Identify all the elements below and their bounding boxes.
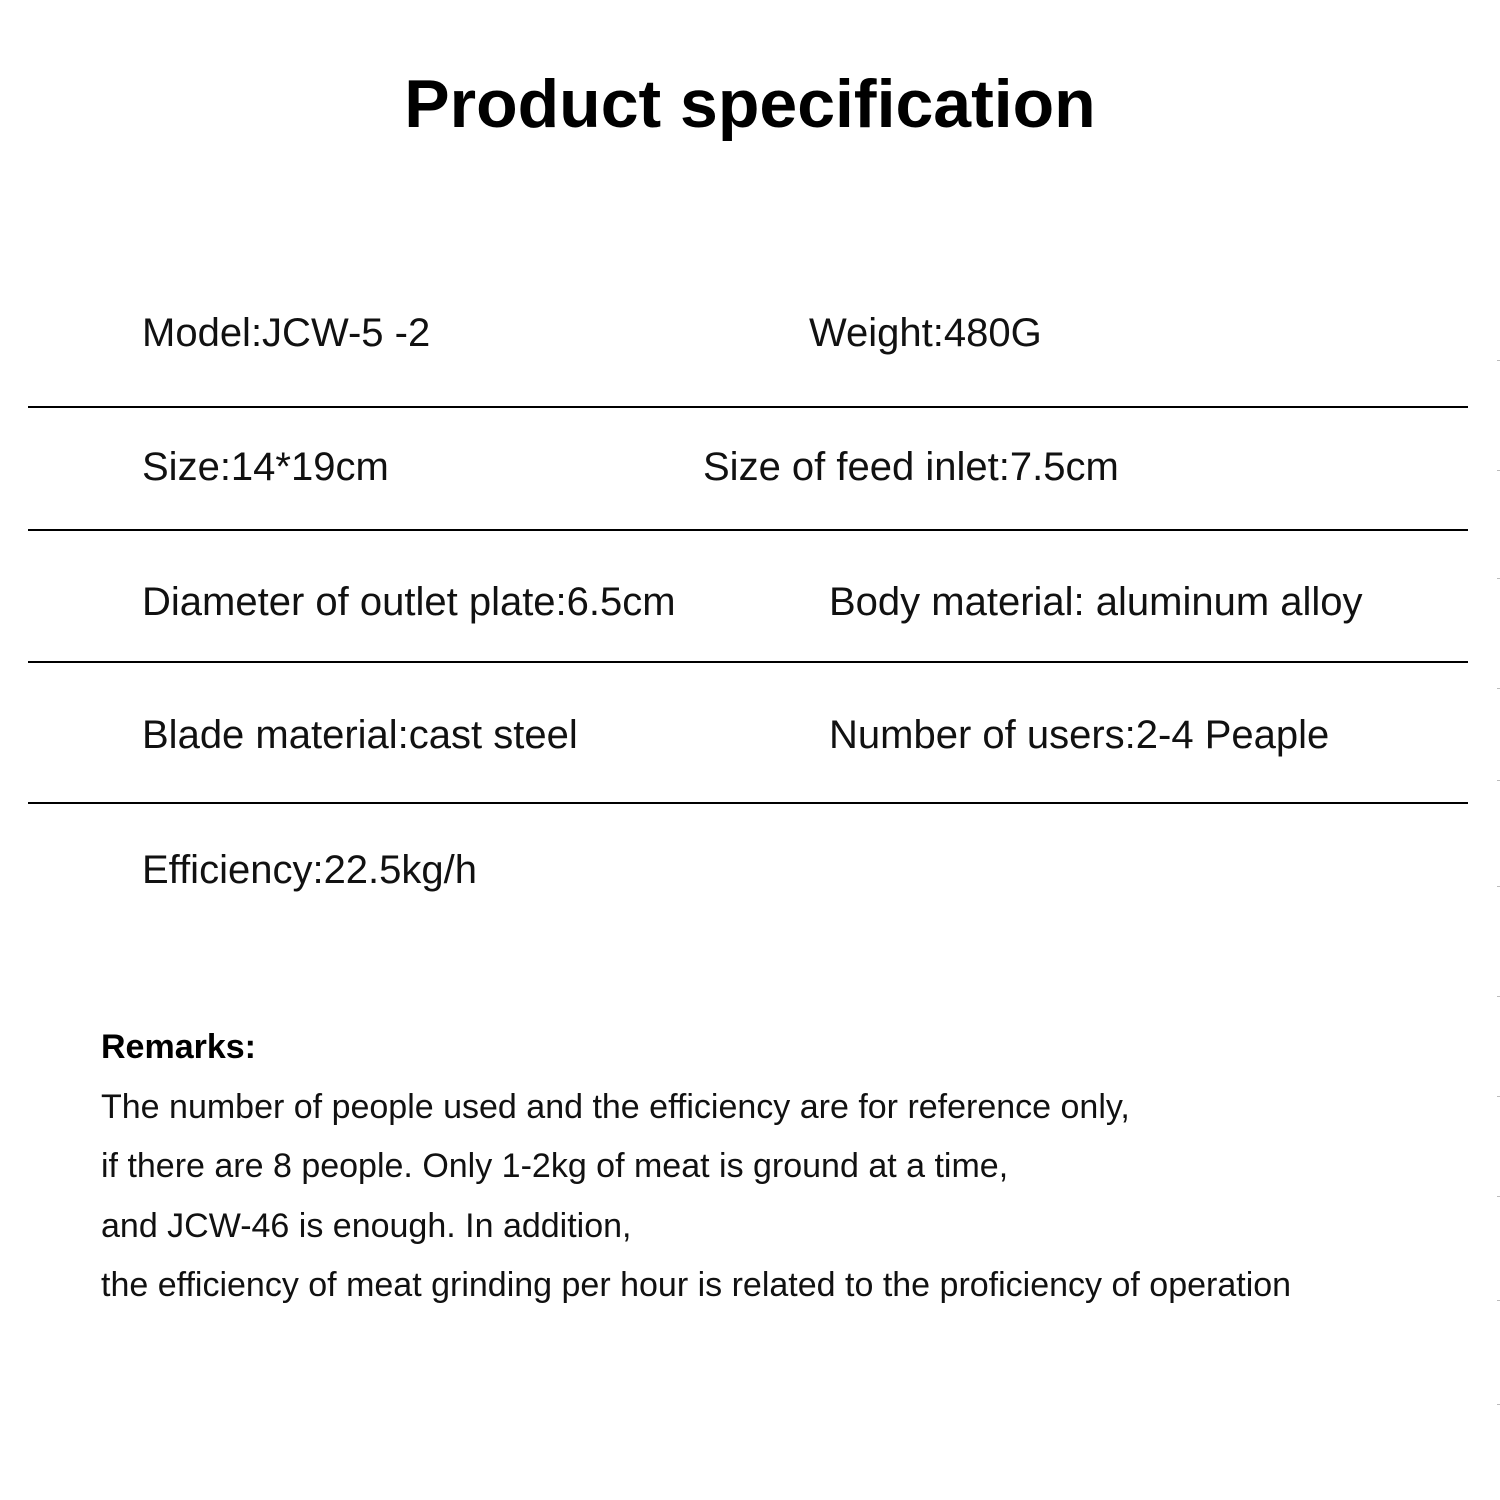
page-title: Product specification: [404, 66, 1096, 142]
remark-line: The number of people used and the efficiency are for reference only,: [101, 1088, 1130, 1126]
spec-blade-material: Blade material:cast steel: [142, 713, 578, 757]
row-divider: [28, 802, 1468, 804]
row-divider: [28, 406, 1468, 408]
spec-outlet-plate: Diameter of outlet plate:6.5cm: [142, 580, 676, 624]
remark-line: the efficiency of meat grinding per hour is related to the proficiency of operation: [101, 1266, 1292, 1304]
row-divider: [28, 529, 1468, 531]
spec-users: Number of users:2-4 Peaple: [829, 713, 1330, 757]
row-divider: [28, 661, 1468, 663]
remark-line: if there are 8 people. Only 1-2kg of meat is ground at a time,: [101, 1147, 1009, 1185]
spec-efficiency: Efficiency:22.5kg/h: [142, 848, 478, 892]
remarks-heading: Remarks:: [101, 1028, 256, 1066]
spec-weight: Weight:480G: [809, 311, 1042, 355]
spec-feed-inlet: Size of feed inlet:7.5cm: [703, 445, 1119, 489]
spec-body-material: Body material: aluminum alloy: [829, 580, 1363, 624]
spec-model: Model:JCW-5 -2: [142, 311, 431, 355]
remark-line: and JCW-46 is enough. In addition,: [101, 1207, 632, 1245]
spec-size: Size:14*19cm: [142, 445, 389, 489]
